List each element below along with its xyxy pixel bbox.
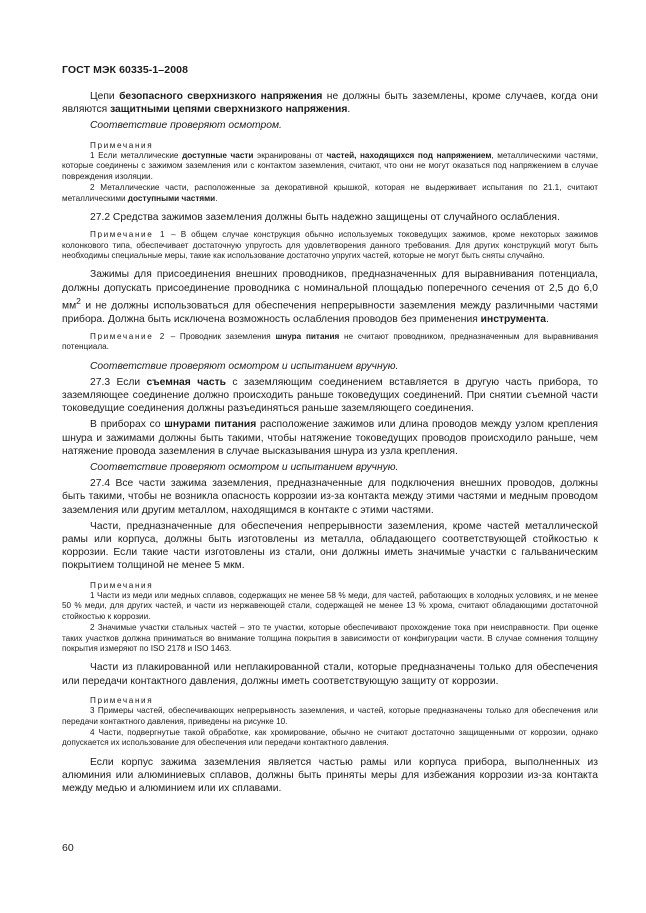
- term-protective-extra-low-voltage: защитными цепями сверхнизкого напряжения: [110, 104, 348, 116]
- page-number: 60: [62, 842, 74, 854]
- note-copper-alloys: 1 Части из меди или медных сплавов, содержащих не менее 58 % меди, для частей, работающих в холодных условиях, и не менее 50 % меди, для других частей, и части из нержавеющей стали, содержащей не менее 13 % хрома, считают обладающими достаточной стойкостью к коррозии.: [62, 590, 598, 621]
- note-27-2: Примечание 1 – В общем случае конструкция обычно используемых токоведущих зажимов, кроме некоторых зажимов колонкового типа, обеспечивает достаточную упругость для удовлетворения данного требования. Для других конструкций могут быть необходимы специальные меры, такие как использование достаточно упругих частей, которые не могут быть сняты случайно.: [62, 230, 599, 261]
- note-supply-cord: Примечание 2 – Проводник заземления шнура питания не считают проводником, предназначенным для выравнивания потенциала.: [62, 331, 599, 352]
- notes-heading-3: Примечания: [90, 695, 154, 705]
- paragraph-external-conductors: Зажимы для присоединения внешних проводников, предназначенных для выравнивания потенциала, должны допускать присоединение проводника с номинальной площадью поперечного сечения от 2,5 до 6,0 $мм^2$ и не должны использоваться для обеспечения непрерывности заземления между различными частями прибора. Должна быть исключена возможность ослабления проводов без применения инструмента.: [62, 269, 598, 325]
- note-steel-parts: 2 Значимые участки стальных частей – это те участки, которые обеспечивают прохождение тока при неисправности. При оценке таких участков должна приниматься во внимание толщина покрытия в зависимости от конфигурации части. В случае сомнения толщину покрытия измеряют по ISO 2178 и ISO 1463.: [62, 623, 598, 653]
- document-body: [62, 90, 598, 798]
- note-chromium-plating: 4 Части, подвергнутые такой обработке, как хромирование, обычно не считают достаточно защищенными от коррозии, однако допускается их использование для обеспечения или передачи контактного давления.: [62, 728, 598, 748]
- notes-heading-1: Примечания: [90, 140, 154, 150]
- clause-27-2: 27.2 Средства зажимов заземления должны быть надежно защищены от случайного ослабления.: [90, 212, 560, 224]
- note-label: Примечание 2: [90, 331, 166, 341]
- document-header: ГОСТ МЭК 60335-1–2008: [62, 64, 189, 76]
- note-accessible-parts: 1 Если металлические доступные части экранированы от частей, находящихся под напряжением, металлическими частями, которые соединены с зажимом заземления или с контактом заземления, считают, что они не могут оказаться под напряжением в случае повреждения изоляции.: [62, 151, 598, 181]
- paragraph-supply-cords: В приборах со шнурами питания расположение зажимов или длина проводов между узлом крепления шнура и зажимами должны быть такими, чтобы натяжение токоведущих проводов происходило раньше, чем натяжение провода заземления в случае высказывания шнура из узла крепления.: [62, 419, 598, 457]
- compliance-check-2: Соответствие проверяют осмотром и испытанием вручную.: [90, 360, 399, 372]
- note-figure-10: 3 Примеры частей, обеспечивающих непрерывность заземления, и частей, которые предназначены только для обеспечения или передачи контактного давления, приведены на рисунке 10.: [62, 706, 598, 726]
- paragraph-aluminium: Если корпус зажима заземления является частью рамы или корпуса прибора, выполненных из алюминия или алюминиевых сплавов, должны быть приняты меры для избежания коррозии из-за контакта между медью и алюминием или их сплавами.: [62, 756, 598, 795]
- notes-heading-2: Примечания: [90, 580, 154, 590]
- term-safety-extra-low-voltage: безопасного сверхнизкого напряжения: [119, 91, 323, 102]
- clause-27-3: 27.3 Если съемная часть с заземляющим соединением вставляется в другую часть прибора, то заземляющее соединение должно происходить раньше токоведущих соединений. При снятии съемной части токоведущие соединения должны разъединяться раньше заземляющего соединения.: [62, 376, 598, 415]
- note-label: Примечание 1: [90, 230, 167, 240]
- note-decorative-cover: 2 Металлические части, расположенные за декоративной крышкой, которая не выдерживает испытания по 21.1, считают металлическими доступными частями.: [62, 183, 598, 203]
- paragraph-safety-circuits: Цепи безопасного сверхнизкого напряжения не должны быть заземлены, кроме случаев, когда они являются защитными цепями сверхнизкого напряжения.: [62, 91, 598, 116]
- term-supply-cords: шнурами питания: [164, 419, 257, 431]
- compliance-check-3: Соответствие проверяют осмотром и испытанием вручную.: [90, 461, 399, 473]
- paragraph-earthing-continuity: Части, предназначенные для обеспечения непрерывности заземления, кроме частей металлической рамы или корпуса, должны быть изготовлены из металла, обладающего соответствующей стойкостью к коррозии. Если такие части изготовлены из стали, они должны иметь значимые участки с гальваническим покрытием толщиной не менее 5 мкм.: [62, 520, 598, 572]
- clause-27-4: 27.4 Все части зажима заземления, предназначенные для подключения внешних проводов, должны быть такими, чтобы не возникла опасность коррозии из-за контакта между этими частями и медным проводом заземления или другим металлом, находящимся в контакте с этими частями.: [62, 478, 598, 516]
- term-detachable-part: съемная часть: [146, 376, 227, 388]
- paragraph-plated-steel: Части из плакированной или неплакированной стали, которые предназначены только для обеспечения или передачи контактного давления, должны иметь соответствующую защиту от коррозии.: [62, 662, 598, 687]
- compliance-check-1: Соответствие проверяют осмотром.: [90, 120, 282, 132]
- term-tool: инструмента: [480, 313, 547, 325]
